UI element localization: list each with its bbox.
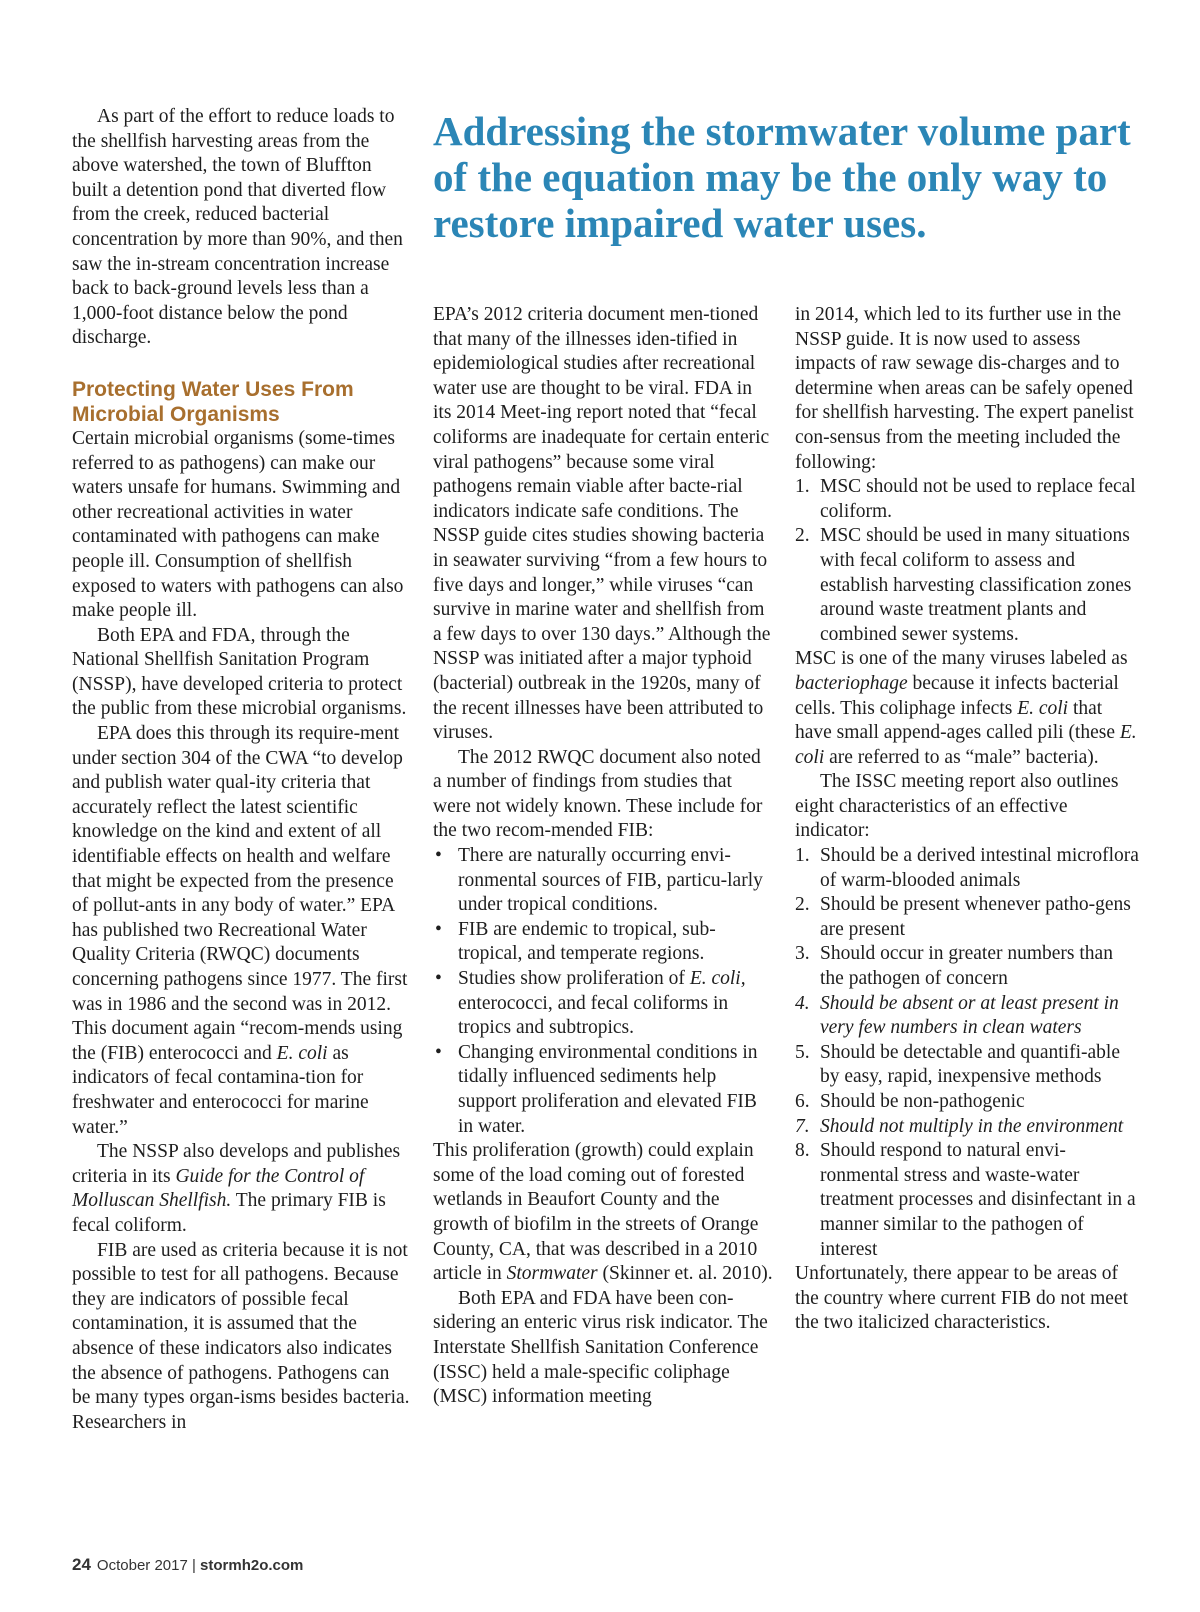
paragraph-rwqc: The 2012 RWQC document also noted a number of findings from studies that were not widely known. These include for the two recom-mended FIB: (433, 746, 763, 842)
issue-date: October 2017 | (96, 1557, 201, 1574)
text-run: as indicators of fecal contamina-tion for freshwater and enterococci for marine water.” (72, 1042, 369, 1138)
paragraph-unfortunately: Unfortunately, there appear to be areas of the country where current FIB do not meet the two italicized characteristics. (795, 1263, 1129, 1334)
text-run: Studies show proliferation of (458, 968, 690, 990)
paragraph-nssp (72, 1140, 412, 1238)
italic-ecoli: E. coli (795, 722, 1137, 768)
paragraph-msc (795, 647, 1140, 770)
list-item (795, 524, 1140, 647)
text-run: enterococci, and fecal coliforms in tropics and subtropics. (458, 992, 729, 1039)
list-number: 4. (795, 992, 810, 1014)
list-item: • Changing environmental conditions in tidally influenced sediments help support proliferation and elevated FIB in water. (433, 1041, 773, 1139)
text-run: MSC is one of the many viruses labeled as (795, 648, 1128, 670)
text-run: The primary FIB is fecal coliform. (72, 1190, 386, 1236)
list-number: 2. (795, 525, 810, 547)
list-item-italic (795, 1115, 1140, 1140)
paragraph-epa-2012: EPA’s 2012 criteria document men-tioned that many of the illnesses iden-tified in epidemiological studies after recreational water use are thought to be viral. FDA in its 2014 Meet-ing report noted that “fecal coliforms are inadequate for certain enteric viral pathogens” because some viral pathogens remain viable after bacte-rial indicators indicate safe conditions. The NSSP guide cites studies showing bacteria in seawater surviving “from a few hours to five days and longer,” while viruses “can survive in marine water and shellfish from a few days to over 130 days.” Although the NSSP was initiated after a major typhoid (bacterial) outbreak in the 1920s, many of the recent illnesses have been attributed to viruses. (433, 304, 771, 744)
text-run: EPA does this through its require-ment under section 304 of the CWA “to develop and publish water qual-ity criteria that accurately reflect the latest scientific knowledge on the kind and extent of all identifiable effects on health and welfare that might be expected from the presence of pollut-ants in any body of water.” EPA has published two Recreational Water Quality Criteria (RWQC) documents concerning pathogens since 1977. The first was in 1986 and the second was in 2012. This document again “recom-mends using the (FIB) enterococci and (72, 723, 408, 1064)
characteristics-list (795, 844, 1140, 1262)
list-text: Should be present whenever patho-gens are present (820, 894, 1131, 940)
consensus-list (795, 475, 1140, 647)
findings-list (433, 844, 773, 1139)
italic-guide-title: Guide for the Control of Molluscan Shellfish. (72, 1165, 365, 1212)
text-run: The NSSP also develops and publishes criteria in its (72, 1141, 401, 1187)
list-item (795, 1090, 1140, 1115)
list-number: 6. (795, 1091, 810, 1112)
list-item: • FIB are endemic to tropical, sub-tropical, and temperate regions. (433, 918, 773, 967)
list-number: 8. (795, 1140, 810, 1162)
list-text: Should be detectable and quantifi-able by easy, rapid, inexpensive methods (820, 1041, 1120, 1088)
text-run: (Skinner et. al. 2010). (597, 1263, 773, 1285)
list-text: Should occur in greater numbers than the pathogen of concern (820, 943, 1113, 990)
list-number: 2. (795, 894, 810, 916)
paragraph-enteric: Both EPA and FDA have been con-sidering an enteric virus risk indicator. The Interstate Shellfish Sanitation Conference (ISSC) held a male-specific coliphage (MSC) information meeting (433, 1287, 768, 1408)
list-item (795, 893, 1140, 942)
list-number: 7. (795, 1115, 810, 1137)
paragraph-fib-criteria: FIB are used as criteria because it is not possible to test for all pathogens. Because they are indicators of possible fecal contamination, it is assumed that the absence of these indicators also indicates the absence of pathogens. Pathogens can be many types organ-isms besides bacteria. Researchers in (72, 1239, 410, 1433)
italic-ecoli: E. coli, (689, 968, 746, 990)
list-text: Should be a derived intestinal microflora of warm-blooded animals (820, 845, 1139, 891)
text-run: because it infects bacterial cells. This coliphage infects (795, 672, 1119, 719)
list-text: MSC should not be used to replace fecal coliform. (820, 476, 1136, 522)
column-1 (72, 105, 412, 1435)
list-item (795, 1041, 1140, 1090)
page-footer (72, 1555, 303, 1575)
italic-stormwater: Stormwater (506, 1263, 598, 1285)
paragraph-epa-fda: Both EPA and FDA, through the National Shellfish Sanitation Program (NSSP), have developed criteria to protect the public from these microbial organisms. (72, 624, 407, 720)
list-item (795, 844, 1140, 893)
list-number: 5. (795, 1041, 810, 1063)
list-item (795, 1139, 1140, 1262)
paragraph-microbial: Certain microbial organisms (some-times referred to as pathogens) can make our waters unsafe for humans. Swimming and other recreational activities in water contaminated with pathogens can make people ill. Consumption of shellfish exposed to waters with pathogens can also make people ill. (72, 427, 404, 622)
list-text: MSC should be used in many situations with fecal coliform to assess and establish harvesting classification zones around waste treatment plants and combined sewer systems. (820, 525, 1132, 645)
paragraph-epa-cwa (72, 722, 412, 1140)
paragraph-bluffton: As part of the effort to reduce loads to the shellfish harvesting areas from the above watershed, the town of Bluffton built a detention pond that diverted flow from the creek, reduced bacterial concentration by more than 90%, and then saw the in-stream concentration increase back to back-ground levels less than a 1,000-foot distance below the pond discharge. (72, 106, 403, 349)
column-3 (795, 303, 1140, 1336)
list-number: 1. (795, 476, 810, 498)
paragraph-2014: in 2014, which led to its further use in the NSSP guide. It is now used to assess impacts of raw sewage dis-charges and to determine when areas can be safely opened for shellfish harvesting. The expert panelist con-sensus from the meeting included the following: (795, 304, 1134, 473)
text-run: are referred to as “male” bacteria). (824, 746, 1099, 768)
list-text: Should be absent or at least present in very few numbers in clean waters (820, 992, 1119, 1039)
section-heading: Protecting Water Uses From Microbial Organisms (72, 377, 354, 426)
list-item: • There are naturally occurring envi-ronmental sources of FIB, particu-larly under tropical conditions. (433, 844, 773, 918)
list-text: Should be non-pathogenic (820, 1091, 1025, 1112)
italic-bacteriophage: bacteriophage (795, 672, 908, 694)
pull-quote: Addressing the stormwater volume part of the equation may be the only way to restore impaired water uses. (433, 108, 1131, 246)
list-text: Should not multiply in the environment (820, 1115, 1124, 1137)
list-number: 1. (795, 845, 810, 867)
text-run: that have small append-ages called pili (these (795, 697, 1120, 744)
column-2 (433, 303, 773, 1410)
paragraph-proliferation (433, 1139, 773, 1287)
list-item (795, 942, 1140, 991)
paragraph-issc: The ISSC meeting report also outlines eight characteristics of an effective indicator: (795, 771, 1119, 842)
text-run: This proliferation (growth) could explain some of the load coming out of forested wetlands in Beaufort County and the growth of biofilm in the streets of Orange County, CA, that was described in a 2010 article in (433, 1140, 759, 1285)
italic-ecoli: E. coli (1017, 697, 1069, 719)
list-item-italic (795, 992, 1140, 1041)
page-number: 24 (72, 1555, 91, 1574)
site-link[interactable]: stormh2o.com (200, 1557, 304, 1574)
italic-ecoli: E. coli (276, 1042, 328, 1064)
list-item (795, 475, 1140, 524)
list-item (433, 967, 773, 1041)
list-number: 3. (795, 943, 810, 965)
list-text: Should respond to natural envi-ronmental stress and waste-water treatment processes and disinfectant in a manner similar to the pathogen of interest (820, 1140, 1136, 1260)
